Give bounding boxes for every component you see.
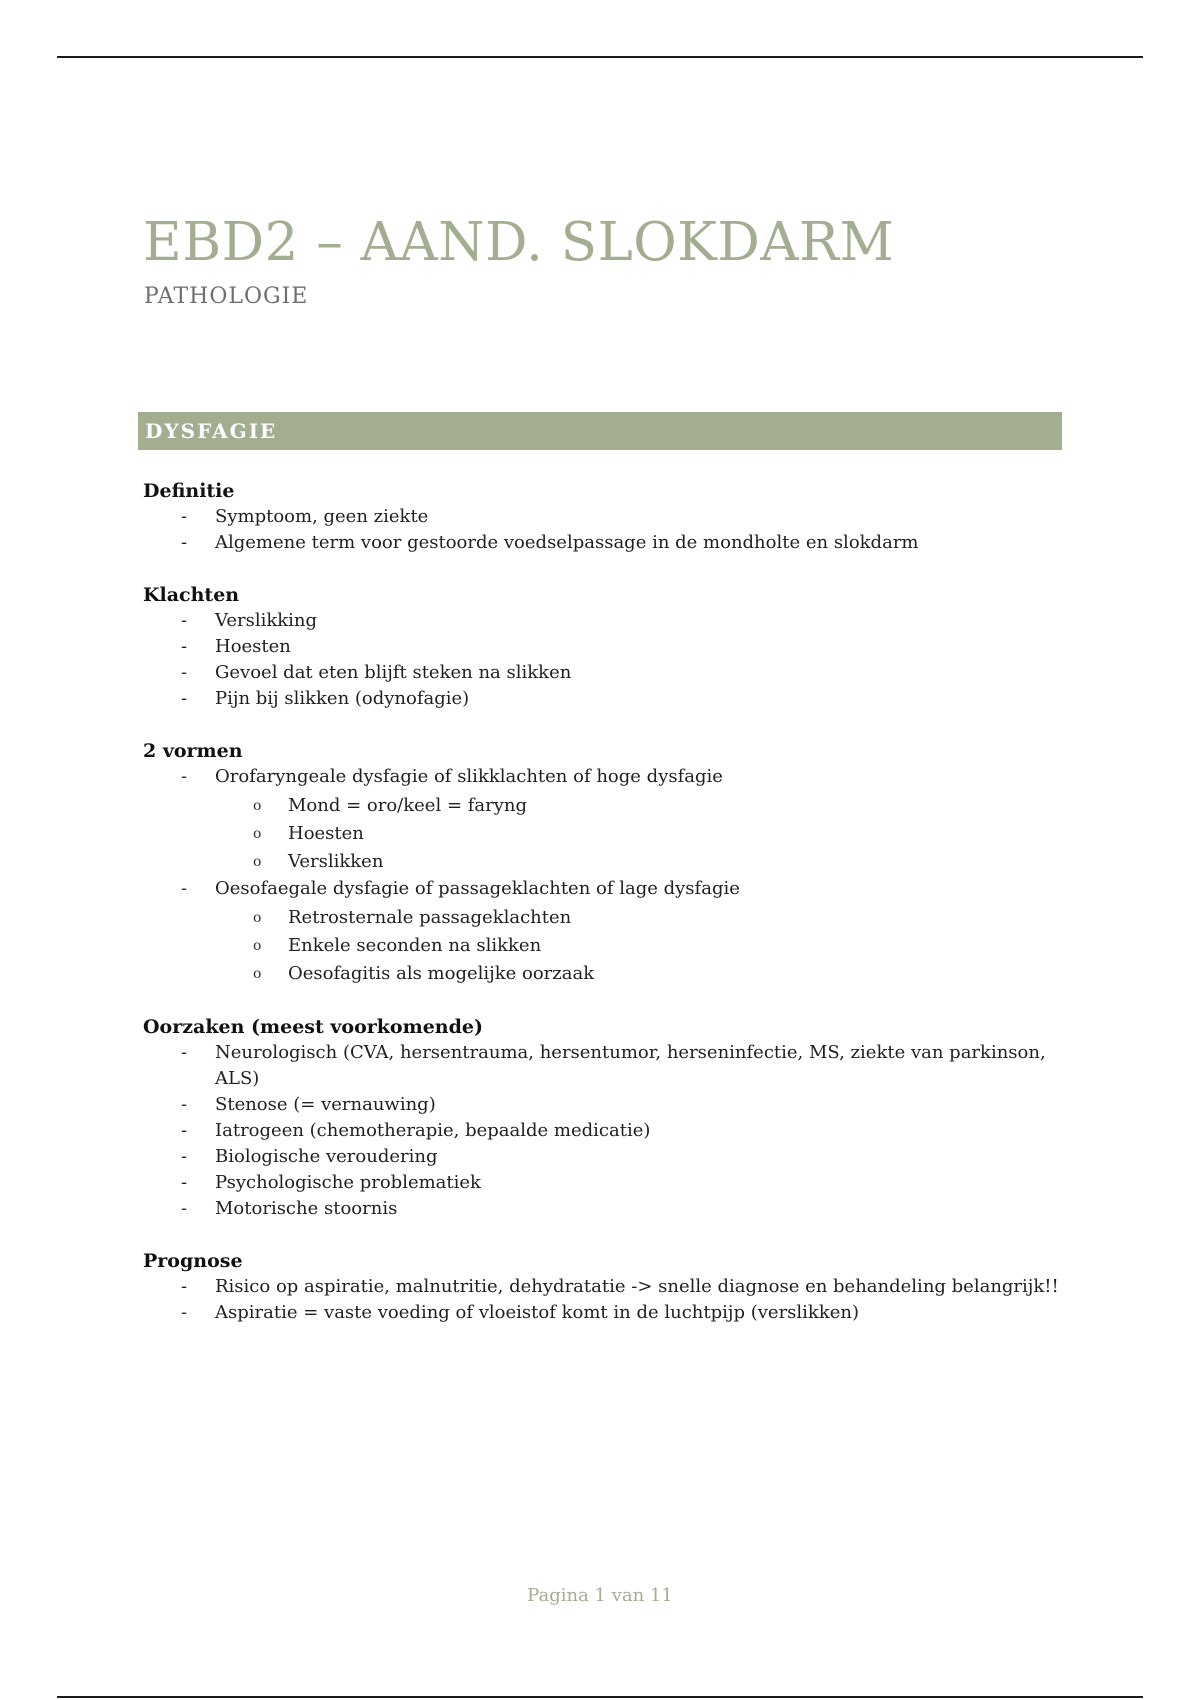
document-subtitle: PATHOLOGIE [144, 284, 309, 309]
list-item-text: Oesofaegale dysfagie of passageklachten of lage dysfagie [215, 878, 740, 899]
list-item [143, 1144, 1073, 1170]
sub-list-item-text: Enkele seconden na slikken [288, 935, 542, 956]
bullet-list [143, 504, 1073, 556]
list-item [143, 1196, 1073, 1222]
dash-marker: - [181, 688, 188, 709]
list-item [143, 764, 1073, 876]
block-klachten [143, 582, 1073, 712]
circle-marker: o [253, 938, 262, 954]
dash-marker: - [181, 1276, 188, 1297]
block-definitie [143, 478, 1073, 556]
list-item [143, 1040, 1073, 1092]
dash-marker: - [181, 1302, 188, 1323]
list-item-text: Aspiratie = vaste voeding of vloeistof komt in de luchtpijp (verslikken) [215, 1302, 860, 1323]
list-item-text: Iatrogeen (chemotherapie, bepaalde medicatie) [215, 1120, 651, 1141]
list-item-text: Neurologisch (CVA, hersentrauma, hersentumor, herseninfectie, MS, ziekte van parkinson, ALS) [215, 1042, 1046, 1089]
dash-marker: - [181, 1042, 188, 1063]
block-heading: Prognose [143, 1250, 243, 1272]
dash-marker: - [181, 636, 188, 657]
sub-list-item [143, 820, 1073, 848]
circle-marker: o [253, 910, 262, 926]
circle-marker: o [253, 854, 262, 870]
circle-marker: o [253, 826, 262, 842]
list-item [143, 1092, 1073, 1118]
dash-marker: - [181, 1120, 188, 1141]
list-item-text: Stenose (= vernauwing) [215, 1094, 436, 1115]
block-vormen [143, 738, 1073, 988]
sub-bullet-list [215, 792, 1073, 876]
document-title: EBD2 – AAND. SLOKDARM [143, 212, 895, 273]
sub-list-item [143, 960, 1073, 988]
list-item-text: Motorische stoornis [215, 1198, 398, 1219]
list-item [143, 876, 1073, 988]
sub-list-item-text: Oesofagitis als mogelijke oorzaak [288, 963, 595, 984]
sub-list-item-text: Hoesten [288, 823, 364, 844]
dash-marker: - [181, 1172, 188, 1193]
dash-marker: - [181, 766, 188, 787]
list-item [143, 1300, 1073, 1326]
bullet-list [143, 608, 1073, 712]
list-item-text: Symptoom, geen ziekte [215, 506, 429, 527]
circle-marker: o [253, 966, 262, 982]
sub-list-item [143, 932, 1073, 960]
dash-marker: - [181, 1094, 188, 1115]
list-item-text: Verslikking [215, 610, 318, 631]
bottom-rule [57, 1696, 1143, 1698]
dash-marker: - [181, 506, 188, 527]
list-item-text: Gevoel dat eten blijft steken na slikken [215, 662, 572, 683]
list-item [143, 634, 1073, 660]
sub-list-item-text: Verslikken [288, 851, 384, 872]
list-item-text: Psychologische problematiek [215, 1172, 481, 1193]
sub-list-item [143, 848, 1073, 876]
block-heading: Klachten [143, 584, 240, 606]
list-item [143, 1118, 1073, 1144]
block-prognose [143, 1248, 1073, 1326]
sub-list-item [143, 904, 1073, 932]
sub-list-item-text: Mond = oro/keel = faryng [288, 795, 528, 816]
dash-marker: - [181, 662, 188, 683]
bullet-list [143, 764, 1073, 988]
block-heading: Oorzaken (meest voorkomende) [143, 1016, 483, 1038]
bullet-list [143, 1040, 1073, 1222]
block-heading: 2 vormen [143, 740, 243, 762]
list-item-text: Orofaryngeale dysfagie of slikklachten of hoge dysfagie [215, 766, 723, 787]
list-item-text: Pijn bij slikken (odynofagie) [215, 688, 470, 709]
list-item [143, 686, 1073, 712]
list-item [143, 660, 1073, 686]
block-heading: Definitie [143, 480, 235, 502]
sub-list-item-text: Retrosternale passageklachten [288, 907, 572, 928]
list-item [143, 504, 1073, 530]
top-rule [57, 56, 1143, 58]
list-item [143, 530, 1073, 556]
list-item-text: Hoesten [215, 636, 291, 657]
block-oorzaken [143, 1014, 1073, 1222]
page-number: Pagina 1 van 11 [527, 1585, 673, 1606]
section-heading: DYSFAGIE [145, 419, 278, 443]
list-item-text: Algemene term voor gestoorde voedselpassage in de mondholte en slokdarm [215, 532, 919, 553]
dash-marker: - [181, 1198, 188, 1219]
sub-list-item [143, 792, 1073, 820]
sub-bullet-list [215, 904, 1073, 988]
bullet-list [143, 1274, 1073, 1326]
list-item-text: Biologische veroudering [215, 1146, 438, 1167]
dash-marker: - [181, 1146, 188, 1167]
circle-marker: o [253, 798, 262, 814]
list-item [143, 1274, 1073, 1300]
dash-marker: - [181, 878, 188, 899]
document-content [143, 478, 1073, 1352]
list-item [143, 608, 1073, 634]
dash-marker: - [181, 532, 188, 553]
list-item [143, 1170, 1073, 1196]
list-item-text: Risico op aspiratie, malnutritie, dehydratatie -> snelle diagnose en behandeling belangrijk!! [215, 1276, 1059, 1297]
section-heading-bar [138, 412, 1062, 450]
dash-marker: - [181, 610, 188, 631]
